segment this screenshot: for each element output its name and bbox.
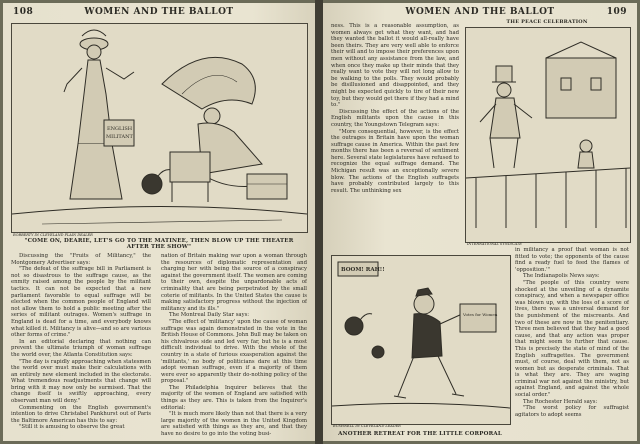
right-top-para: Discussing the effect of the actions of the English militants upon the cause in this country, the Youngstown Telegram says: <box>331 108 459 128</box>
sign-label-english: ENGLISH <box>107 126 133 132</box>
cartoon-drawing <box>12 24 307 232</box>
right-column-top <box>331 23 459 245</box>
corporal-cartoon-drawing <box>332 256 510 424</box>
right-bottom-para: "The worst policy for suffragist agitators to adopt seems <box>515 405 629 418</box>
book-gutter <box>315 0 323 444</box>
right-bottom-para: in militancy a proof that woman is not fitted to vote; the opponents of the cause find a ready fuel to feed the flames of 'opposition.'" <box>515 247 629 273</box>
left-column-1 <box>11 253 151 439</box>
votes-for-women-paper: Votes for Women <box>463 312 498 317</box>
right-top-para: ness. This is a reasonable assumption, as women always get what they want, and had they wanted the ballot it would all-really have been theirs. They are very well able to enforce their will and to impose their preferences upon men without any assistance from the law, and when once they make up their minds that they really want to vote they will not long allow to be walking to the polls. They would probably be disillusioned and disappointed, and they might be expected quickly to tire of their new toy, but they would get there if they had a mind to." <box>331 23 459 109</box>
left-page <box>3 3 315 441</box>
peace-cartoon-drawing <box>466 28 630 242</box>
peace-cartoon-credit: INTERNATIONAL SYNDICATE <box>467 242 522 246</box>
left-cartoon-caption: "COME ON, DEARIE, LET'S GO TO THE MATINEE, THEN BLOW UP THE THEATER AFTER THE SHOW" <box>24 238 294 250</box>
left-cartoon <box>11 23 308 233</box>
peace-cartoon-title: THE PEACE CELEBRATION <box>506 19 588 25</box>
little-corporal-cartoon <box>331 255 511 425</box>
left-col1-para: "Still it is amusing to observe the great <box>19 424 125 431</box>
left-col1-para: In an editorial declaring that nothing can prevent the ultimate triumph of woman suffrage the world over, the Atlanta Constitution says: <box>11 338 151 358</box>
right-bottom-para: The Rochester Herald says: <box>523 398 598 405</box>
sign-label-militant: MILITANT <box>106 134 133 140</box>
left-column-2 <box>161 253 307 439</box>
right-bottom-para: The Indianapolis News says: <box>523 273 600 280</box>
left-col1-para: Commenting on the English government's intention to drive Christabel Pankhurst out of Paris the Baltimore American has this to say: <box>11 404 151 424</box>
corporal-cartoon-caption: ANOTHER RETREAT FOR THE LITTLE CORPORAL <box>338 431 502 437</box>
left-col1-para: "The defeat of the suffrage bill in Parliament is not so disastrous to the suffrage cause, as the enmity raised among the people by the militant tactics. It can not be expected that a new parliament favorable to equal suffrage will be elected when the common people of England will not allow them to hold a public meeting after the series of militant outrages. Women's suffrage in England is dead for a time, and everybody knows what killed it. Militancy is alive—and so are various other forms of crime." <box>11 266 151 339</box>
left-col2-para: The Montreal Daily Star says: <box>169 312 250 319</box>
right-page <box>323 3 637 441</box>
left-col2-para: nation of Britain making war upon a woman through the resources of diplomatic representation and charging her with being the source of a conspiracy against the government itself. The women are coming to their own, despite the unpardonable acts of criminality that are being perpetrated by the small coterie of militants. In the United States the cause is making satisfactory progress without the injection of militancy and its ills." <box>161 253 307 312</box>
right-page-number: 109 <box>606 7 627 17</box>
left-cartoon-credit: ROBBERTY IN CLEVELAND PLAIN DEALER <box>13 233 93 237</box>
left-page-number: 108 <box>13 7 34 17</box>
right-column-bottom <box>515 247 629 439</box>
peace-celebration-cartoon <box>465 27 631 243</box>
left-running-head <box>3 7 315 21</box>
corporal-cartoon-credit: BUSHNELL IN CLEVELAND LEADER <box>333 424 401 428</box>
left-col2-para: The Philadelphia Inquirer believes that the majority of the women of England are satisfied with things as they are. This is taken from the Inquirer's editorial: <box>161 384 307 411</box>
left-col1-para: Discussing the "Fruits of Militancy," the Montgomery Advertiser says: <box>11 253 151 266</box>
left-col2-para: "It is much more likely than not that there is a very large majority of the women in the United Kingdom are satisfied with things as they are, and that they have no desire to go into the voting busi- <box>161 411 307 438</box>
right-top-para: "More consequential, however, is the effect the outrages in Britain have upon the woman suffrage cause in America. Within the past few months there has been a reversal of sentiment here. Several state legislatures have refused to recognize the equal suffrage demand. The Michigan result was an exceptionally severe blow. The actions of the English suffragets have probably contributed largely to this result. The unthinking sex <box>331 128 459 194</box>
right-bottom-para: "The people of this country were shocked at the unveiling of a dynamite conspiracy, and when a newspaper office was blown up, with the loss of a score of lives, there was a universal demand for the punishment of the miscreants. And two of these are now in the penitentiary. Three men believed that they had a good cause, and that any action was proper that might seem to further that cause. This is precisely the state of mind of the English suffragettes. The government must, of course, deal with them, not as women but as desperate criminals. That is what they are. They are waging criminal war not against the ministry, but against England, and against the whole social order." <box>515 279 629 399</box>
left-col2-para: "The effect of 'militancy' upon the cause of woman suffrage was again demonstrated in the vote in the British House of Commons. John Bull may be taken on his chivalrous side and led very far, but he is a most difficult individual to drive. With the whole of the country in a state of furious exasperation against the 'militants,' no body of politicians dare at this time adopt woman suffrage, even if a majority of them were ever so apparently their do-nothing policy of the proposal." <box>161 318 307 385</box>
left-running-title: WOMEN AND THE BALLOT <box>84 7 234 17</box>
right-running-title: WOMEN AND THE BALLOT <box>405 7 555 17</box>
left-col1-para: "The day is rapidly approaching when statesmen the world over must make their calculations with an entirely new element included in the electorate. What tremendous readjustments that change will bring with it may now only be surmised. That the change itself is swiftly approaching, every observant man will deny." <box>11 358 151 405</box>
boom-rah-sign: BOOM! RAH!! <box>341 267 385 273</box>
